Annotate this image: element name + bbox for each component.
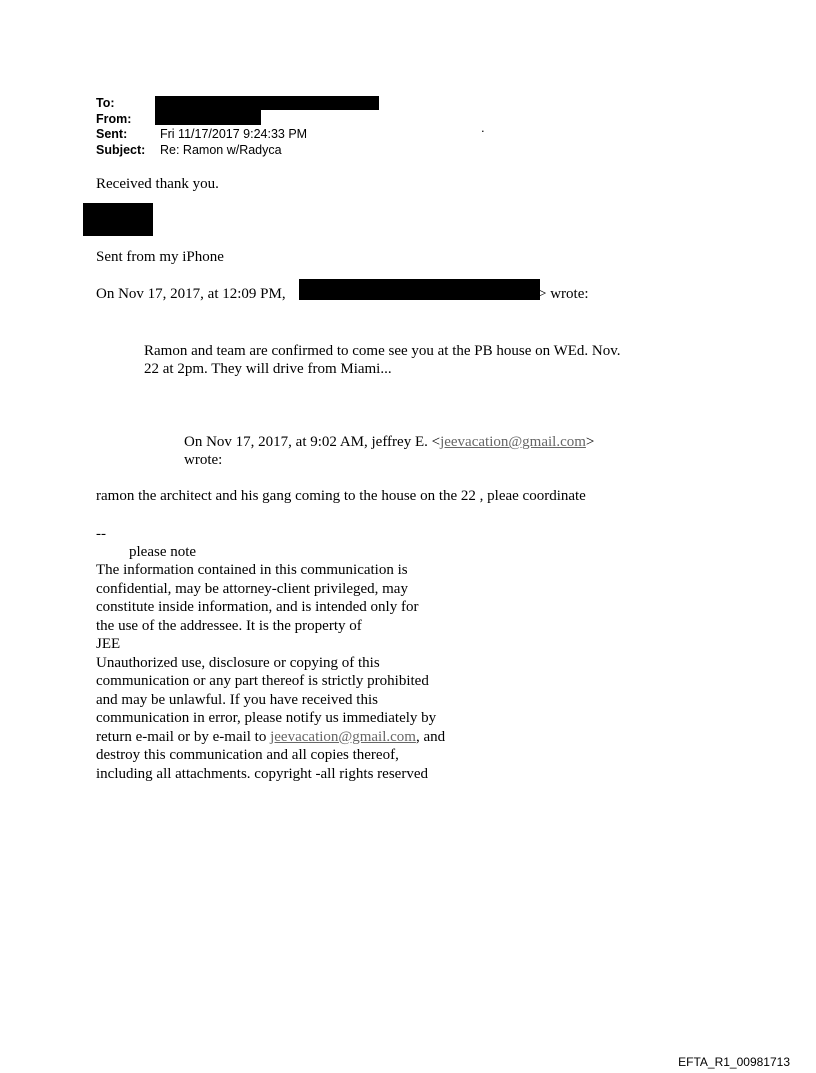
subject-value: Re: Ramon w/Radyca [160,142,282,157]
quote1-line2: 22 at 2pm. They will drive from Miami... [144,361,392,377]
disclaimer-line: and may be unlawful. If you have received this [96,691,378,708]
disclaimer-mail-a: return e-mail or by e-mail to [96,728,271,745]
disclaimer-line: confidential, may be attorney-client privileged, may [96,580,408,597]
redaction-name [83,203,153,236]
quote2-intro [184,433,594,452]
disclaimer-line: communication in error, please notify us immediately by [96,710,437,726]
disclaimer-line: the use of the addressee. It is the property of [96,617,362,634]
sent-label: Sent: [96,127,128,141]
disclaimer-line: The information contained in this communication is [96,562,408,578]
disclaimer-line: including all attachments. copyright -all rights reserved [96,765,428,782]
redaction-from [155,110,261,125]
quote2-intro-b: > [585,434,595,450]
disclaimer-mail-line [96,728,516,747]
to-label: To: [96,96,115,110]
disclaimer-line: constitute inside information, and is intended only for [96,599,419,615]
disclaimer-line: Unauthorized use, disclosure or copying of this [96,654,380,671]
disclaimer-line: destroy this communication and all copies thereof, [96,747,399,763]
header-mark: . [481,120,485,135]
quote2-intro-a: On Nov 17, 2017, at 9:02 AM, jeffrey E. < [184,434,441,450]
quote2-email-link[interactable]: jeevacation@gmail.com [440,434,586,450]
signature-text: Sent from my iPhone [96,249,224,265]
document-id: EFTA_R1_00981713 [678,1055,790,1069]
redaction-to [155,96,379,110]
redaction-quote-sender [299,279,540,300]
quote2-intro-c: wrote: [184,452,223,468]
note-heading: please note [129,544,197,560]
disclaimer-line: JEE [96,636,121,652]
disclaimer-mail-b: , and [415,728,446,745]
quote1-intro-b: > wrote: [538,286,589,302]
disclaimer [96,561,516,783]
disclaimer-line: communication or any part thereof is strictly prohibited [96,673,429,689]
subject-row [96,143,307,159]
quote1-intro-a: On Nov 17, 2017, at 12:09 PM, [96,286,286,302]
subject-label: Subject: [96,142,146,157]
reply-text: Received thank you. [96,176,219,192]
sent-value: Fri 11/17/2017 9:24:33 PM [160,127,308,141]
quote1-line1: Ramon and team are confirmed to come see you at the PB house on WEd. Nov. [144,343,621,359]
from-label: From: [96,111,132,126]
sig-dash: -- [96,526,106,542]
disclaimer-email-link[interactable]: jeevacation@gmail.com [270,728,416,745]
sent-row [96,127,307,143]
message-text: ramon the architect and his gang coming to the house on the 22 , pleae coordinate [96,488,586,504]
